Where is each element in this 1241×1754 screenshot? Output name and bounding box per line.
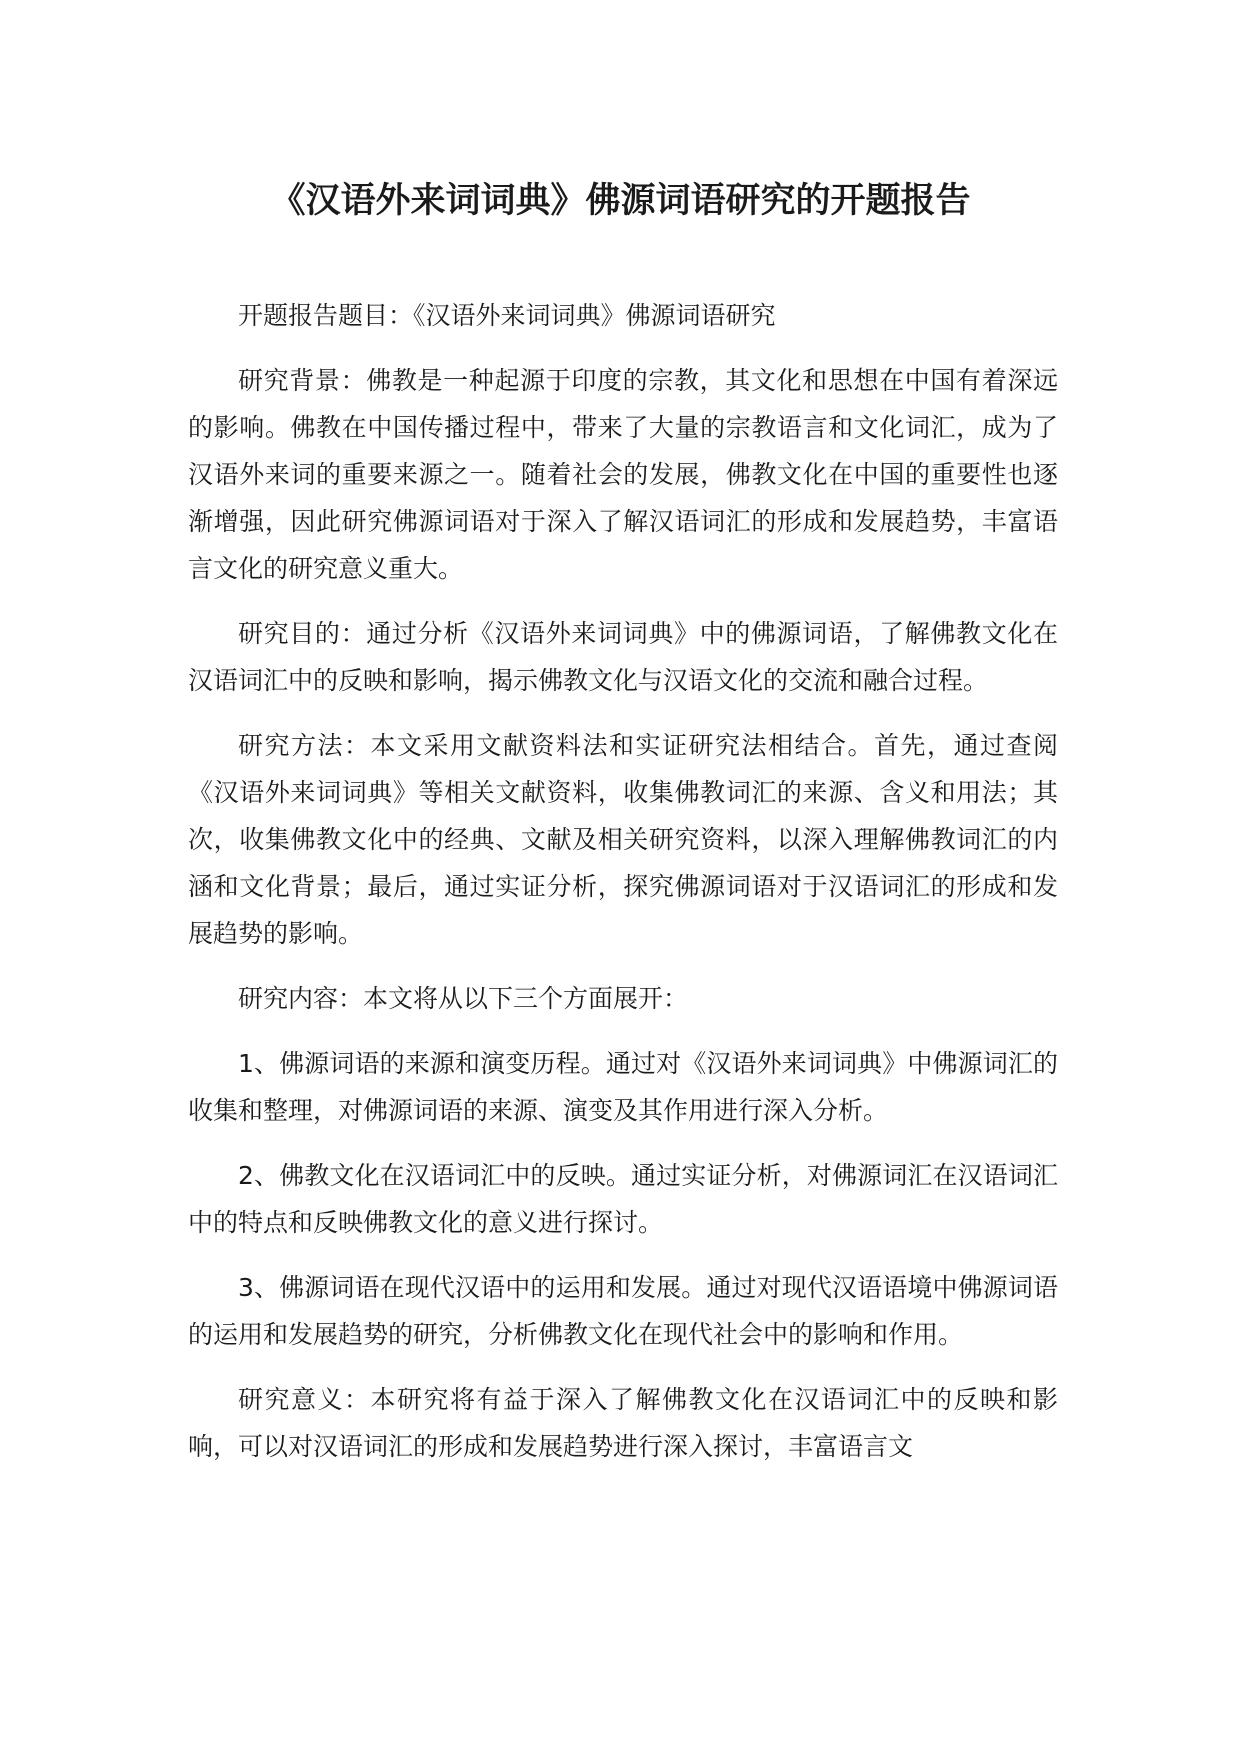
paragraph-content-item-1: 1、佛源词语的来源和演变历程。通过对《汉语外来词词典》中佛源词汇的收集和整理，对佛源词语的来源、演变及其作用进行深入分析。 — [188, 1049, 1058, 1125]
document-body — [188, 292, 1058, 1488]
paragraph-significance: 研究意义：本研究将有益于深入了解佛教文化在汉语词汇中的反映和影响，可以对汉语词汇的形成和发展趋势进行深入探讨，丰富语言文 — [188, 1385, 1058, 1461]
paragraph-method: 研究方法：本文采用文献资料法和实证研究法相结合。首先，通过查阅《汉语外来词词典》等相关文献资料，收集佛教词汇的来源、含义和用法；其次，收集佛教文化中的经典、文献及相关研究资料，以深入理解佛教词汇的内涵和文化背景；最后，通过实证分析，探究佛源词语对于汉语词汇的形成和发展趋势的影响。 — [188, 731, 1058, 948]
paragraph-content-item-3: 3、佛源词语在现代汉语中的运用和发展。通过对现代汉语语境中佛源词语的运用和发展趋势的研究，分析佛教文化在现代社会中的影响和作用。 — [188, 1273, 1058, 1349]
paragraph-background: 研究背景：佛教是一种起源于印度的宗教，其文化和思想在中国有着深远的影响。佛教在中国传播过程中，带来了大量的宗教语言和文化词汇，成为了汉语外来词的重要来源之一。随着社会的发展，佛教文化在中国的重要性也逐渐增强，因此研究佛源词语对于深入了解汉语词汇的形成和发展趋势，丰富语言文化的研究意义重大。 — [188, 366, 1058, 583]
paragraph-content-intro: 研究内容：本文将从以下三个方面展开： — [238, 984, 689, 1013]
paragraph-content-item-2: 2、佛教文化在汉语词汇中的反映。通过实证分析，对佛源词汇在汉语词汇中的特点和反映佛教文化的意义进行探讨。 — [188, 1161, 1058, 1237]
paragraph-topic: 开题报告题目：《汉语外来词词典》佛源词语研究 — [238, 301, 776, 330]
paragraph-purpose: 研究目的：通过分析《汉语外来词词典》中的佛源词语，了解佛教文化在汉语词汇中的反映和影响，揭示佛教文化与汉语文化的交流和融合过程。 — [188, 619, 1058, 695]
document-title: 《汉语外来词词典》佛源词语研究的开题报告 — [270, 181, 971, 221]
